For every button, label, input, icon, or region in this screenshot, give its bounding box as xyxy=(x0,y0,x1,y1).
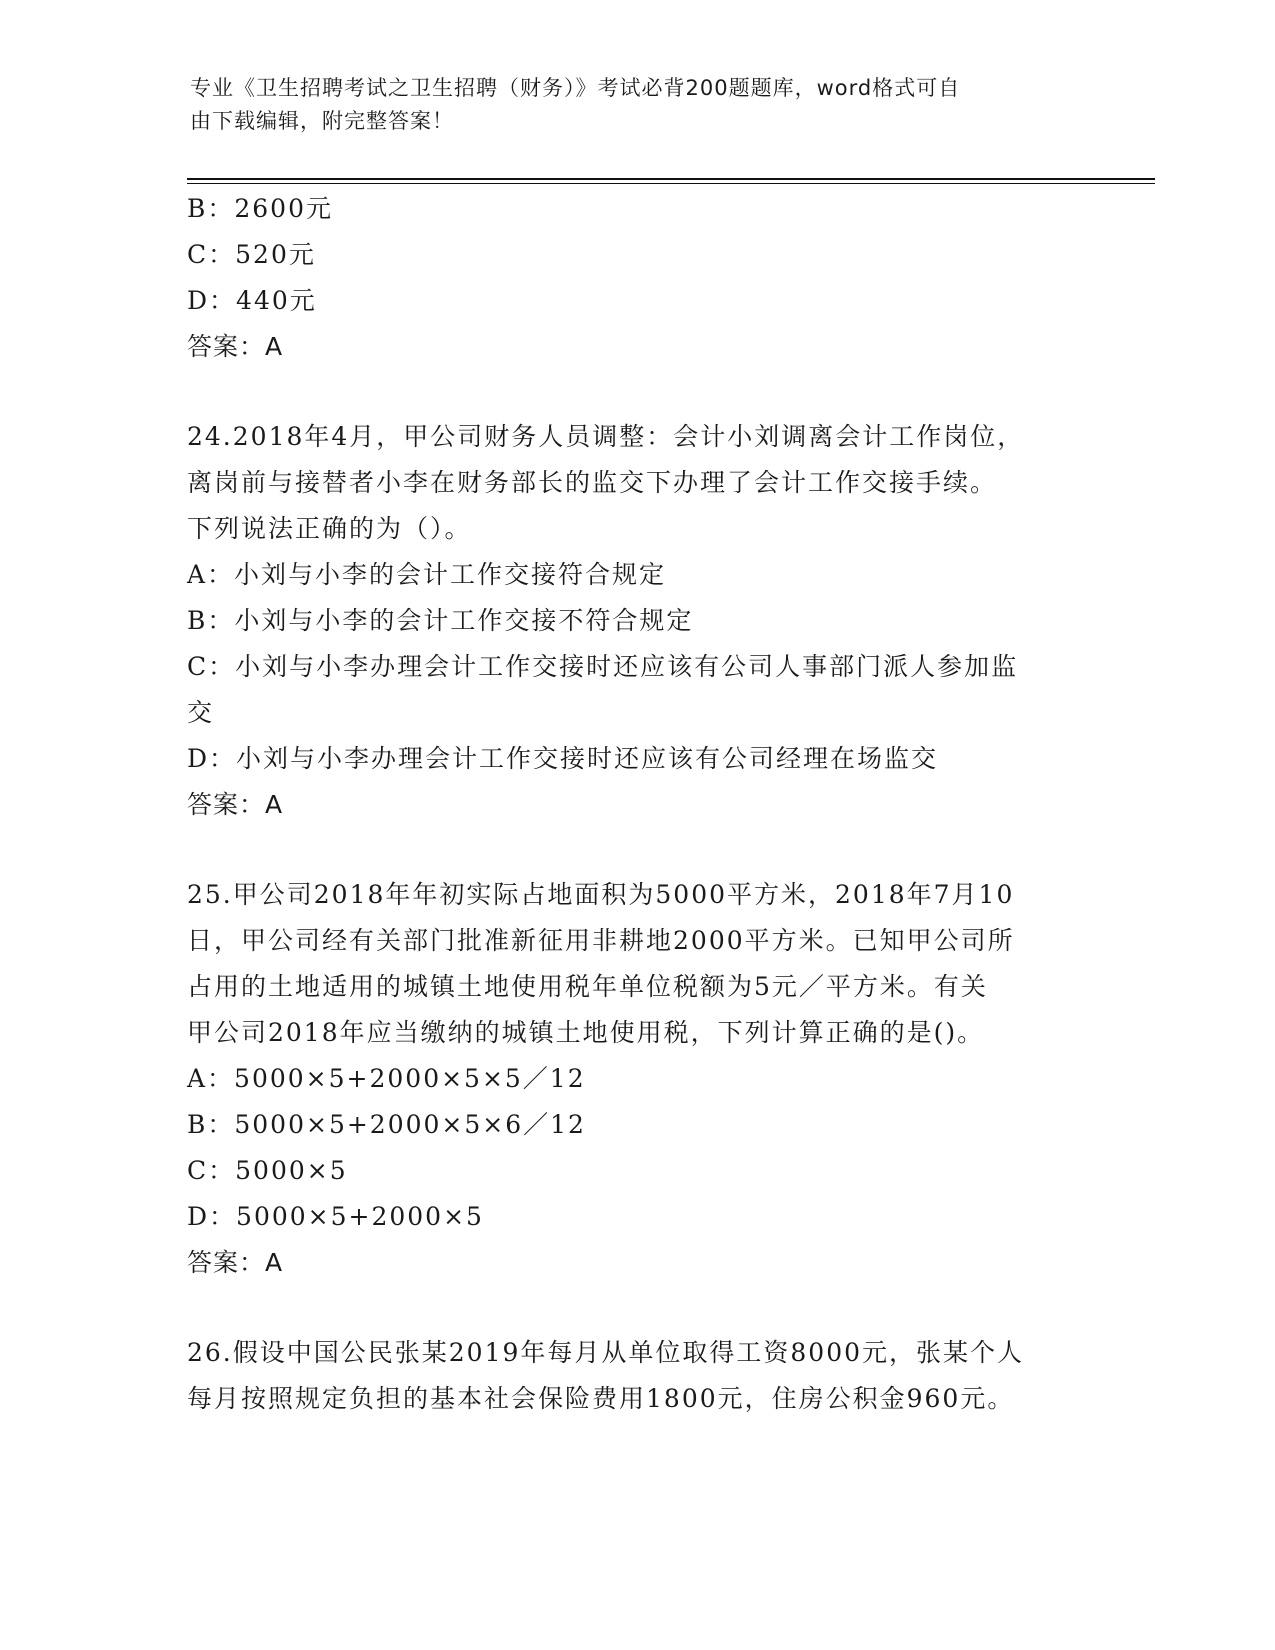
option-c: C：小刘与小李办理会计工作交接时还应该有公司人事部门派人参加监 xyxy=(187,652,1019,681)
header-rule-thin xyxy=(187,183,1155,184)
option-c: C：5000×5 xyxy=(187,1156,348,1185)
option-b: B：5000×5+2000×5×6／12 xyxy=(187,1110,586,1139)
question-24 xyxy=(187,414,1077,828)
option-a: A：小刘与小李的会计工作交接符合规定 xyxy=(187,560,667,589)
header-rule-thick xyxy=(187,178,1155,180)
question-stem-line: 26.假设中国公民张某2019年每月从单位取得工资8000元，张某个人 xyxy=(187,1338,1025,1367)
header-line-1: 专业《卫生招聘考试之卫生招聘（财务）》考试必背200题题库，word格式可自 xyxy=(190,76,961,100)
option-b: B：小刘与小李的会计工作交接不符合规定 xyxy=(187,606,694,635)
question-23 xyxy=(187,186,1077,370)
option-d: D：5000×5+2000×5 xyxy=(187,1202,484,1231)
answer: 答案：A xyxy=(187,332,284,361)
answer: 答案：A xyxy=(187,790,284,819)
header-line-2: 由下载编辑，附完整答案！ xyxy=(190,109,454,133)
question-stem-line: 占用的土地适用的城镇土地使用税年单位税额为5元／平方米。有关 xyxy=(187,972,988,1001)
question-stem-line: 每月按照规定负担的基本社会保险费用1800元，住房公积金960元。 xyxy=(187,1384,1015,1413)
option-d: D：440元 xyxy=(187,286,317,315)
question-stem-line: 下列说法正确的为（）。 xyxy=(187,514,472,543)
question-26 xyxy=(187,1330,1077,1422)
question-stem-line: 甲公司2018年应当缴纳的城镇土地使用税，下列计算正确的是()。 xyxy=(187,1018,985,1047)
option-c-continuation: 交 xyxy=(187,698,215,727)
option-c: C：520元 xyxy=(187,240,316,269)
option-b: B：2600元 xyxy=(187,194,333,223)
option-d: D：小刘与小李办理会计工作交接时还应该有公司经理在场监交 xyxy=(187,744,939,773)
option-a: A：5000×5+2000×5×5／12 xyxy=(187,1064,586,1093)
question-stem-line: 25.甲公司2018年年初实际占地面积为5000平方米，2018年7月10 xyxy=(187,880,1015,909)
question-25 xyxy=(187,872,1077,1286)
document-header xyxy=(190,72,1070,138)
answer: 答案：A xyxy=(187,1248,284,1277)
document-body xyxy=(187,186,1077,1422)
question-stem-line: 24.2018年4月，甲公司财务人员调整：会计小刘调离会计工作岗位， xyxy=(187,422,1025,451)
question-stem-line: 日，甲公司经有关部门批准新征用非耕地2000平方米。已知甲公司所 xyxy=(187,926,1015,955)
question-stem-line: 离岗前与接替者小李在财务部长的监交下办理了会计工作交接手续。 xyxy=(187,468,998,497)
